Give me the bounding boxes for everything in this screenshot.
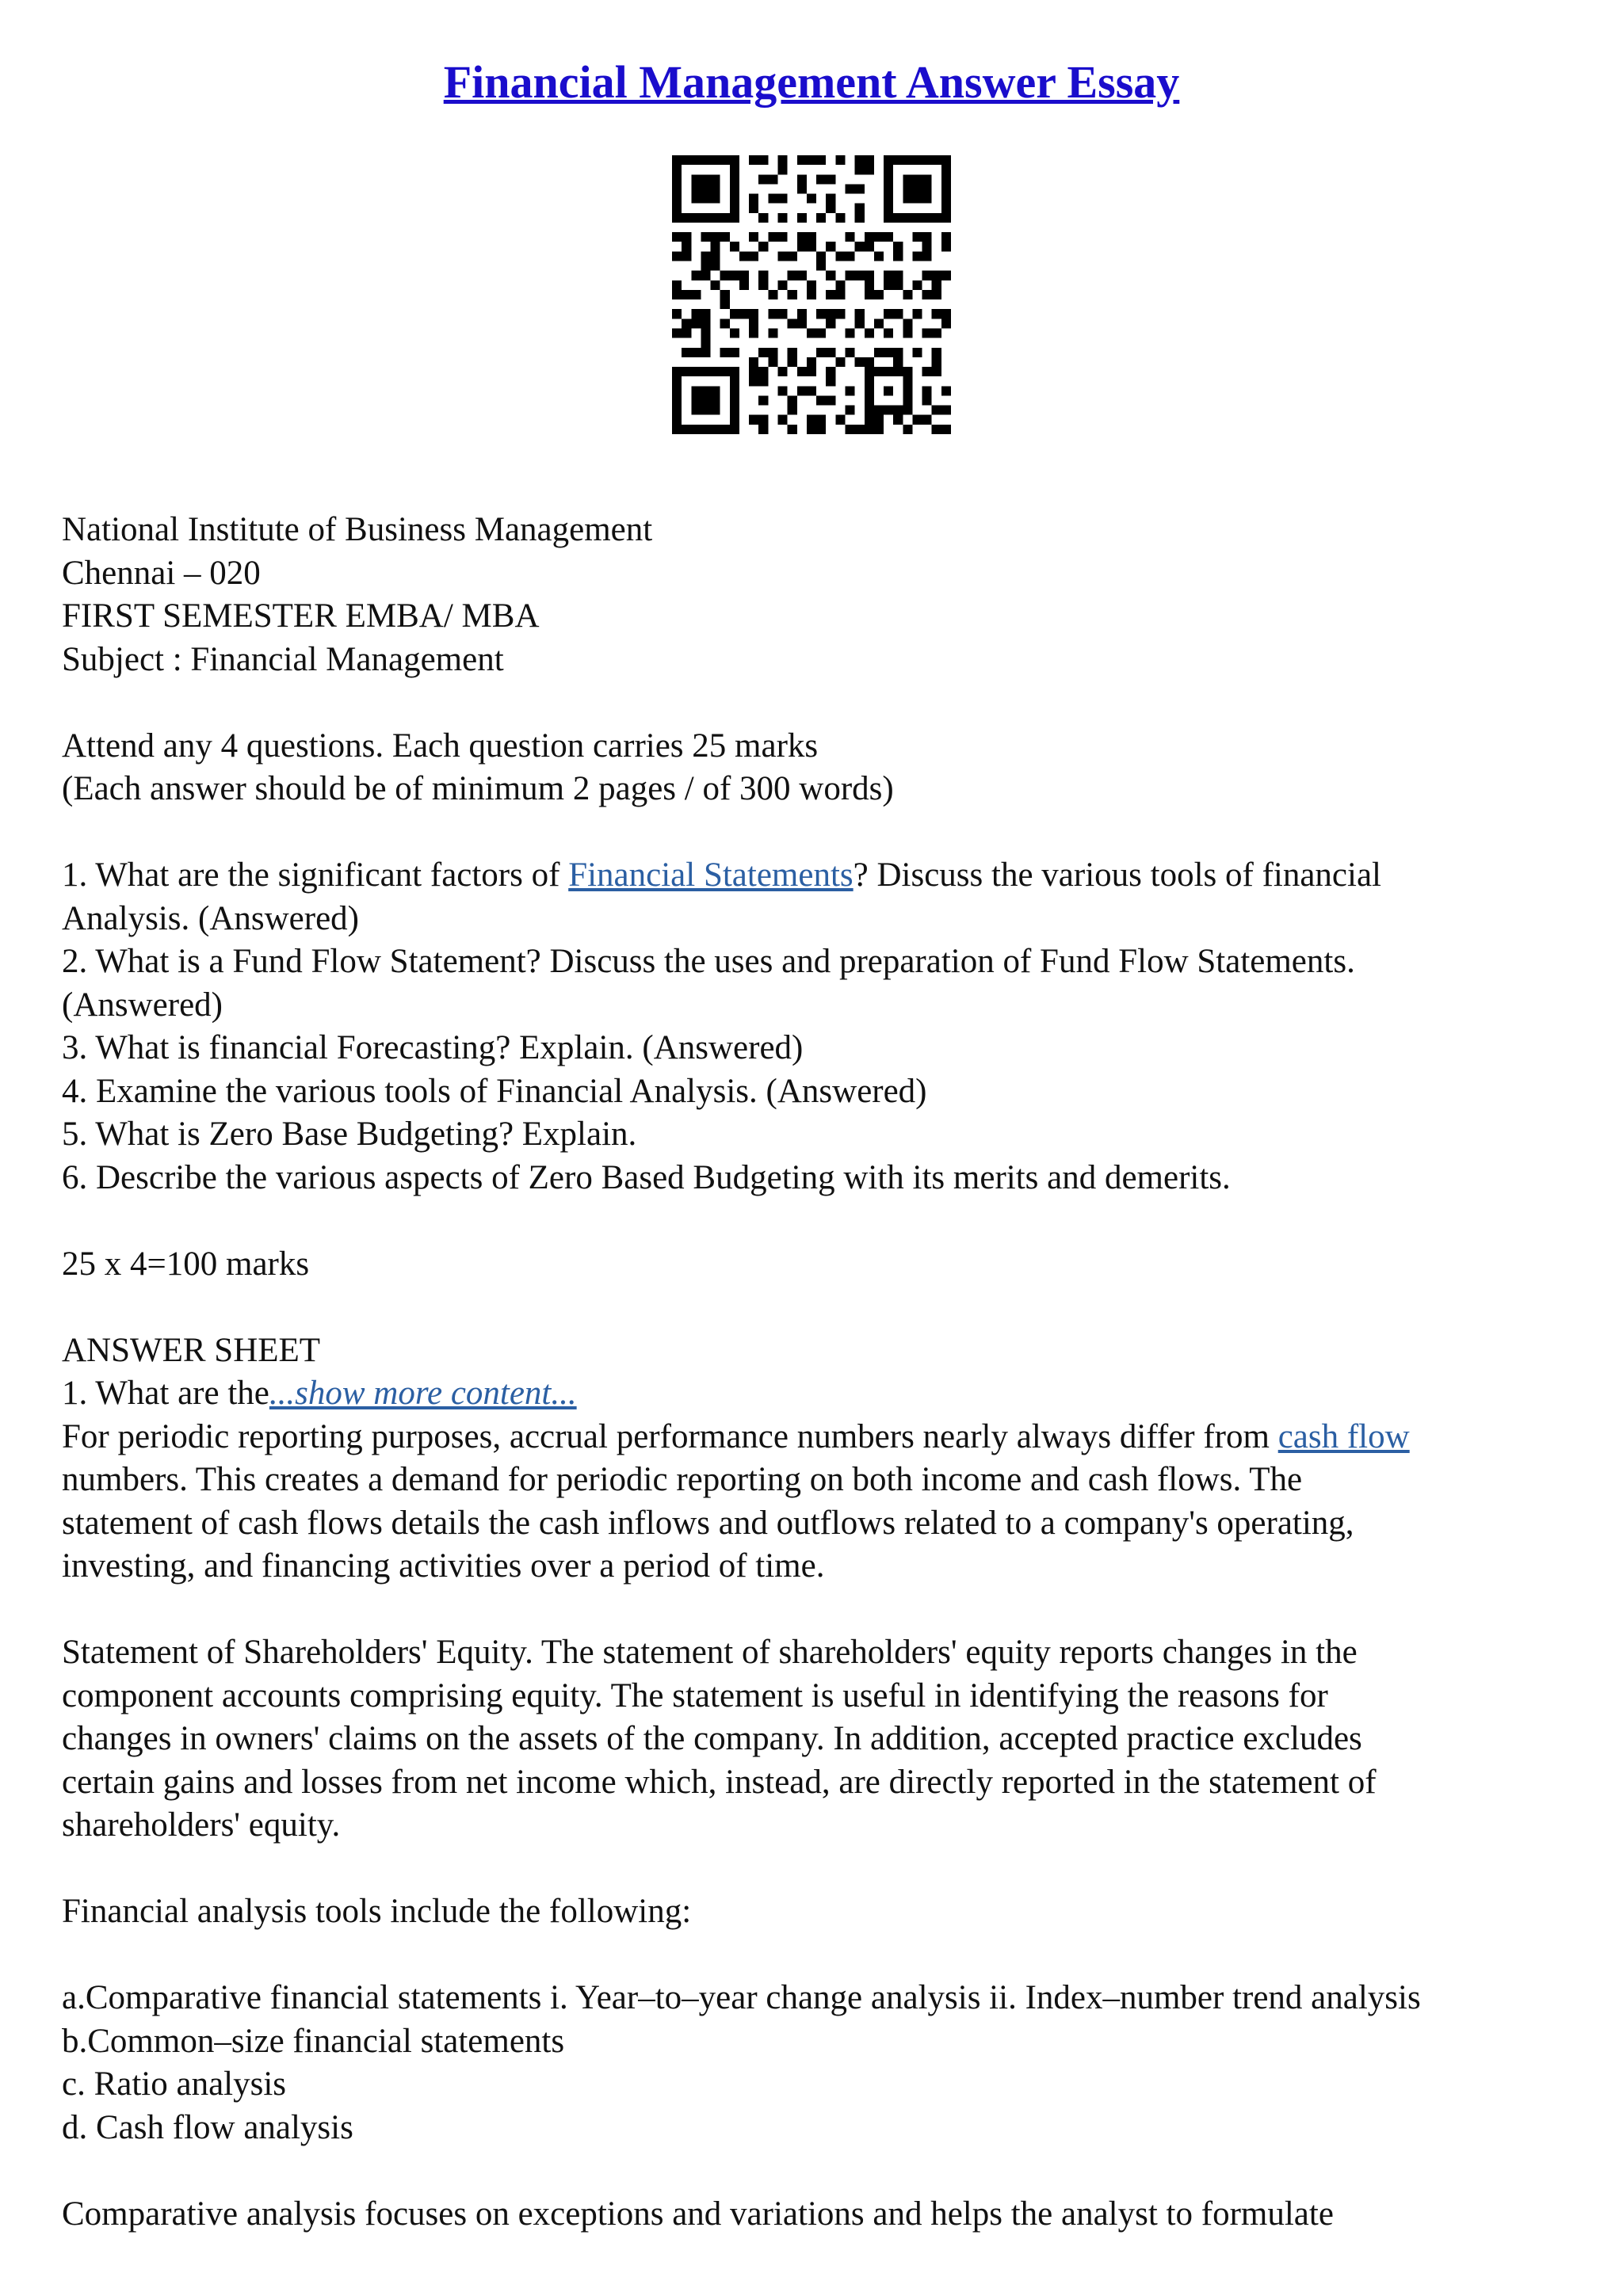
question-4: 4. Examine the various tools of Financial Analysis. (Answered) xyxy=(62,1072,927,1110)
qr-code-image xyxy=(672,155,951,434)
tool-item: a.Comparative financial statements i. Year–to–year change analysis ii. Index–number trend analysis xyxy=(62,1979,1421,2016)
question-1-continued: Analysis. (Answered) xyxy=(62,899,359,937)
tool-item: d. Cash flow analysis xyxy=(62,2108,353,2146)
paragraph-line: numbers. This creates a demand for periodic reporting on both income and cash flows. The xyxy=(62,1461,1303,1498)
spacer xyxy=(62,1589,1568,1632)
spacer xyxy=(62,1934,1568,1978)
show-more-link[interactable]: ...show more content... xyxy=(269,1375,577,1412)
spacer xyxy=(62,681,1568,725)
question-2: 2. What is a Fund Flow Statement? Discuss the uses and preparation of Fund Flow Statements. xyxy=(62,943,1355,980)
tool-item: b.Common–size financial statements xyxy=(62,2022,565,2060)
paragraph-line: investing, and financing activities over a period of time. xyxy=(62,1547,825,1585)
paragraph-line: shareholders' equity. xyxy=(62,1806,341,1844)
document-body xyxy=(62,509,1568,2236)
instruction-line: Attend any 4 questions. Each question carries 25 marks xyxy=(62,727,819,765)
semester-label: FIRST SEMESTER EMBA/ MBA xyxy=(62,597,540,635)
question-5: 5. What is Zero Base Budgeting? Explain. xyxy=(62,1116,637,1153)
question-1-text-end: ? Discuss the various tools of financial xyxy=(853,856,1381,894)
financial-statements-link[interactable]: Financial Statements xyxy=(568,856,854,894)
paragraph-line: Statement of Shareholders' Equity. The statement of shareholders' equity reports changes in the xyxy=(62,1634,1358,1671)
paragraph-text: For periodic reporting purposes, accrual performance numbers nearly always differ from xyxy=(62,1417,1278,1455)
spacer xyxy=(62,1199,1568,1243)
spacer xyxy=(62,811,1568,855)
paragraph-line: certain gains and losses from net income which, instead, are directly reported in the statement of xyxy=(62,1763,1377,1801)
question-1 xyxy=(62,854,1568,898)
institute-name: National Institute of Business Management xyxy=(62,511,653,548)
answer-sheet-heading: ANSWER SHEET xyxy=(62,1331,321,1369)
spacer xyxy=(62,2149,1568,2193)
instruction-line: (Each answer should be of minimum 2 pages / of 300 words) xyxy=(62,770,894,807)
answer-1-text: 1. What are the xyxy=(62,1375,269,1412)
qr-code xyxy=(672,155,951,434)
question-2-continued: (Answered) xyxy=(62,986,223,1024)
tools-intro: Financial analysis tools include the following: xyxy=(62,1893,692,1930)
tool-item: c. Ratio analysis xyxy=(62,2065,287,2103)
question-1-text: 1. What are the significant factors of xyxy=(62,856,569,894)
question-3: 3. What is financial Forecasting? Explain. (Answered) xyxy=(62,1029,804,1066)
paragraph-line: changes in owners' claims on the assets of the company. In addition, accepted practice excludes xyxy=(62,1720,1362,1757)
marks-total: 25 x 4=100 marks xyxy=(62,1245,310,1283)
institute-city: Chennai – 020 xyxy=(62,554,261,592)
question-6: 6. Describe the various aspects of Zero Based Budgeting with its merits and demerits. xyxy=(62,1158,1231,1196)
paragraph-line xyxy=(62,1416,1568,1459)
subject-label: Subject : Financial Management xyxy=(62,640,504,678)
spacer xyxy=(62,1848,1568,1891)
paragraph-line: Comparative analysis focuses on exceptions and variations and helps the analyst to formulate xyxy=(62,2195,1334,2233)
spacer xyxy=(62,1286,1568,1329)
title-link[interactable]: Financial Management Answer Essay xyxy=(443,56,1180,108)
paragraph-line: statement of cash flows details the cash inflows and outflows related to a company's operating, xyxy=(62,1504,1354,1542)
paragraph-line: component accounts comprising equity. The statement is useful in identifying the reasons for xyxy=(62,1676,1328,1714)
answer-1-intro xyxy=(62,1372,1568,1416)
cash-flow-link[interactable]: cash flow xyxy=(1277,1417,1410,1455)
page-title xyxy=(0,57,1623,108)
